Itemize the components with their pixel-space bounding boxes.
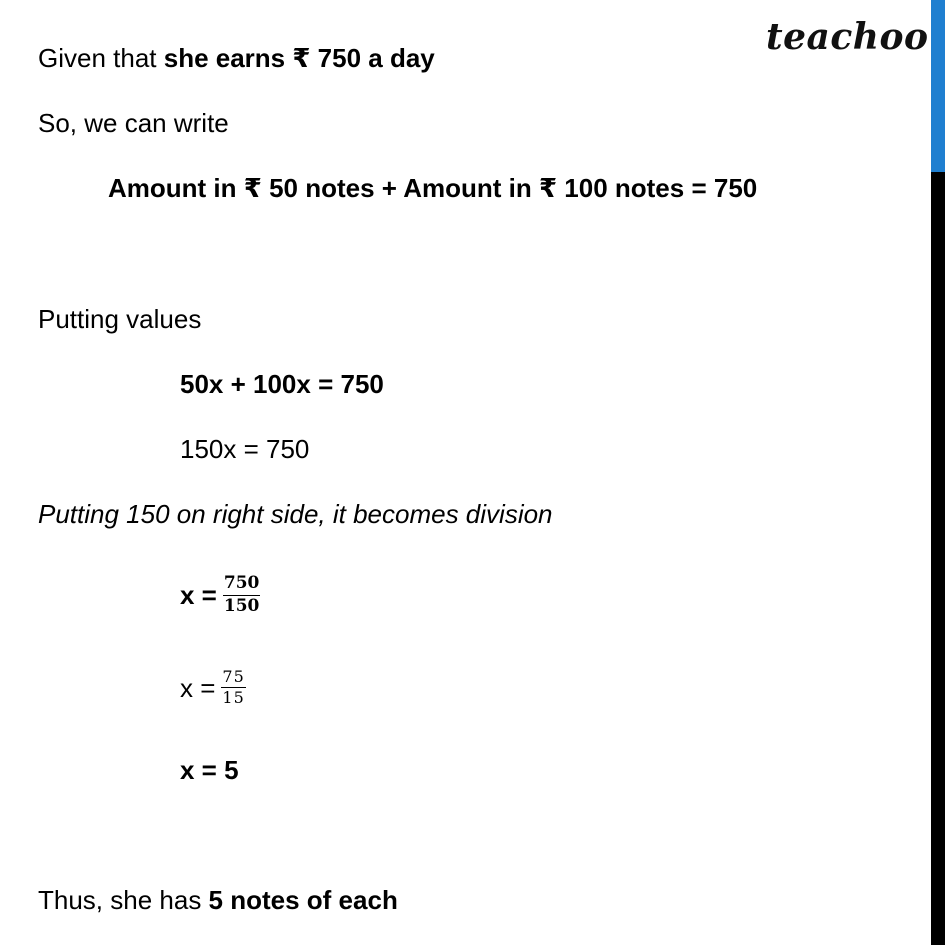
fraction-2-numerator: 75: [222, 667, 245, 686]
so-write-line: So, we can write: [38, 108, 229, 138]
conclusion-prefix: Thus, she has: [38, 885, 209, 915]
fraction-2: [221, 668, 245, 708]
equation-1: 50x + 100x = 750: [180, 369, 384, 399]
given-prefix: Given that: [38, 43, 164, 73]
fraction-1-numerator: 750: [223, 573, 260, 593]
conclusion-bold: 5 notes of each: [208, 885, 398, 915]
fraction-equation-1: [180, 574, 260, 616]
fraction-2-denominator: 15: [222, 688, 245, 708]
amount-equation: Amount in ₹ 50 notes + Amount in ₹ 100 notes = 750: [108, 173, 758, 203]
scroll-indicator: [931, 0, 945, 172]
equation-2: 150x = 750: [180, 434, 310, 464]
fraction-equation-2: [180, 668, 246, 708]
fraction-2-lhs: x =: [180, 672, 216, 703]
teachoo-logo: teachoo: [766, 16, 929, 58]
fraction-1-lhs: x =: [180, 580, 217, 611]
given-line: [38, 43, 435, 73]
conclusion-line: [38, 885, 398, 915]
fraction-1: [223, 574, 261, 616]
x-result: x = 5: [180, 755, 239, 785]
fraction-1-denominator: 150: [223, 595, 260, 616]
putting-values-line: Putting values: [38, 304, 202, 334]
division-note: Putting 150 on right side, it becomes division: [38, 499, 553, 529]
given-bold: she earns ₹ 750 a day: [163, 43, 435, 73]
